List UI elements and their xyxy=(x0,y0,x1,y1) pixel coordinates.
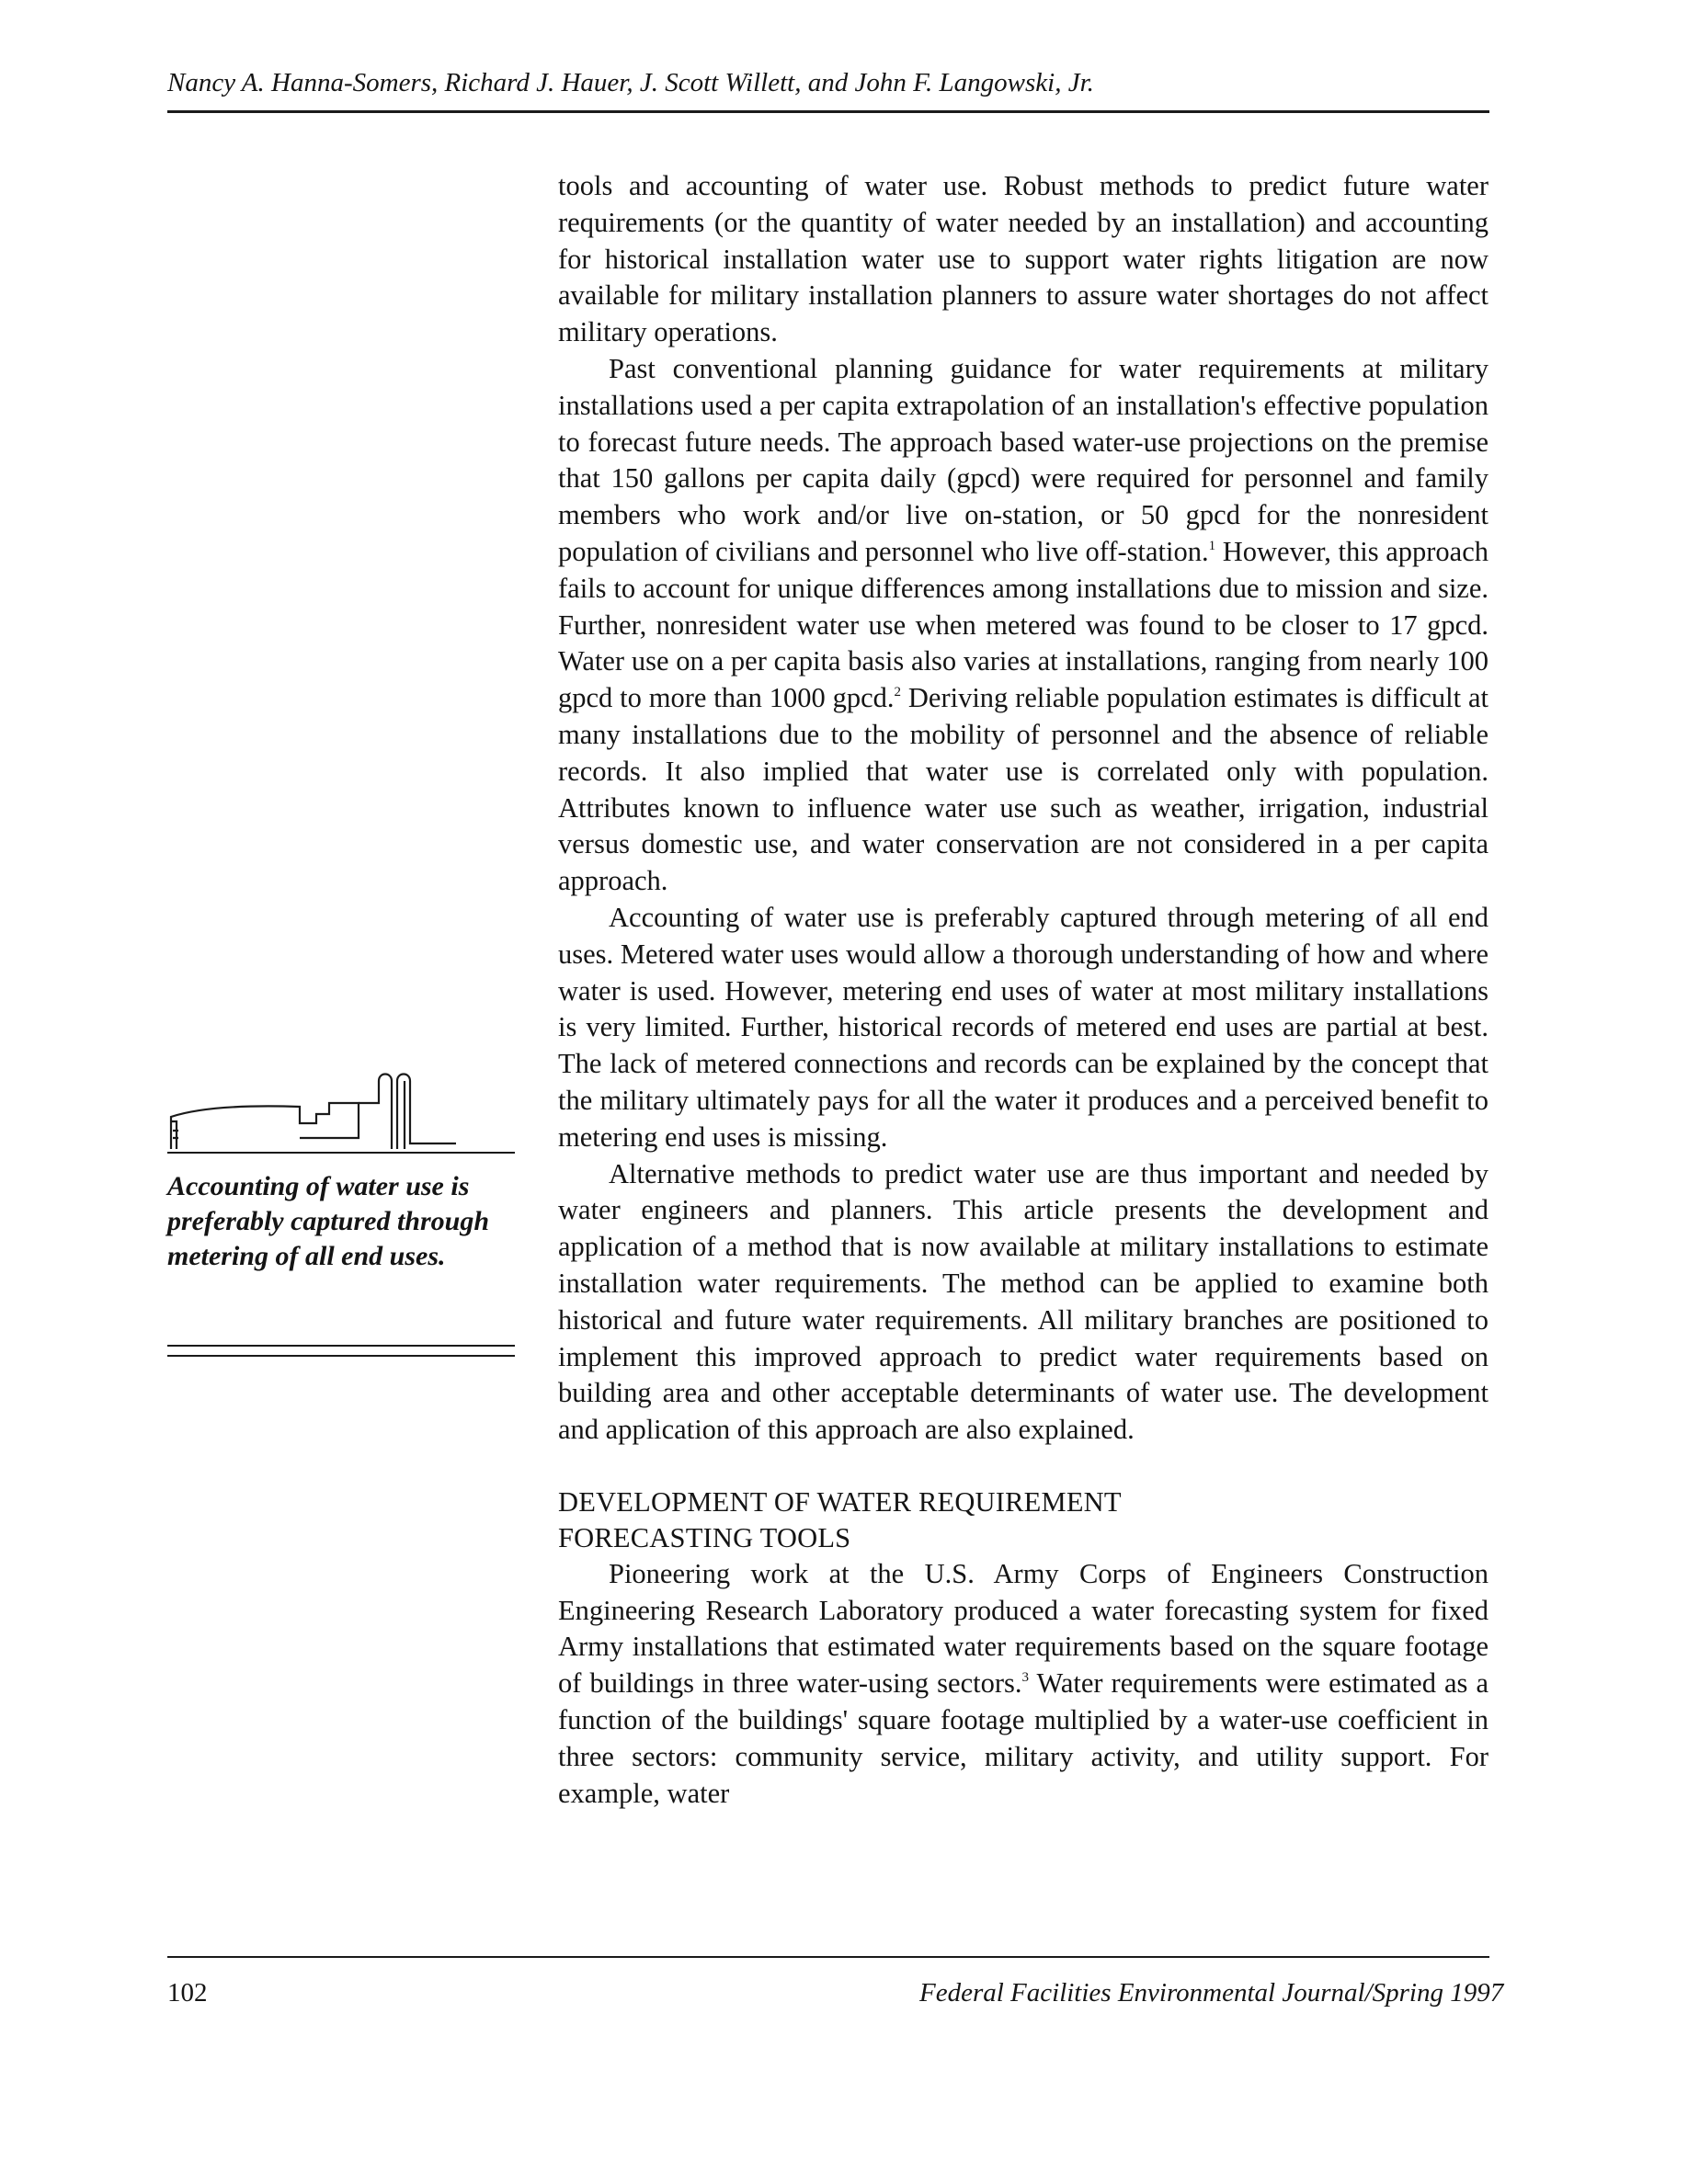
header-rule xyxy=(167,110,1489,113)
paragraph-2: Past conventional planning guidance for water requirements at military installations used a per capita extrapolation of an installation's effective population to forecast future needs. The approach based water-use projections on the premise that 150 gallons per capita daily (gpcd) were required for personnel and family members who work and/or live on-station, or 50 gpcd for the nonresident population of civilians and personnel who live off-station.$^1$ However, this approach fails to account for unique differences among installations due to mission and size. Further, nonresident water use when metered was found to be closer to 17 gpcd. Water use on a per capita basis also varies at installations, ranging from nearly 100 gpcd to more than 1000 gpcd.$^2$ Deriving reliable population estimates is difficult at many installations due to the mobility of personnel and the absence of reliable records. It also implied that water use is correlated only with population. Attributes known to influence water use such as weather, irrigation, industrial versus domestic use, and water conservation are not considered in a per capita approach. xyxy=(558,352,1489,897)
pull-quote: Accounting of water use is preferably captured through metering of all end uses. xyxy=(167,1171,490,1271)
paragraph-4: Alternative methods to predict water use are thus important and needed by water engineers and planners. This article presents the development and application of a method that is now available at military installations to estimate installation water requirements. The method can be applied to examine both historical and future water requirements. All military branches are positioned to implement this improved approach to predict water requirements based on building area and other acceptable determinants of water use. The development and application of this approach are also explained. xyxy=(558,1157,1488,1446)
footer-rule xyxy=(167,1956,1489,1958)
running-head-authors: Nancy A. Hanna-Somers, Richard J. Hauer, J. Scott Willett, and John F. Langowski, Jr. xyxy=(167,68,1094,97)
journal-footer: Federal Facilities Environmental Journal/Spring 1997 xyxy=(919,1978,1504,2008)
sidebar-rule-top xyxy=(167,1152,515,1154)
skyline-icon xyxy=(162,1066,519,1149)
section-heading: DEVELOPMENT OF WATER REQUIREMENT FORECASTING TOOLS xyxy=(558,1485,1122,1553)
paragraph-3: Accounting of water use is preferably captured through metering of all end uses. Metered water uses would allow a thorough understanding of how and where water is used. However, metering end uses of water at most military installations is very limited. Further, historical records of metered end uses are partial at best. The lack of metered connections and records can be explained by the concept that the military ultimately pays for all the water it produces and a perceived benefit to metering end uses is missing. xyxy=(558,901,1488,1153)
article-body xyxy=(558,168,1488,1812)
sidebar-rule-bottom xyxy=(167,1345,515,1347)
footnote-mark: 2 xyxy=(894,685,901,700)
paragraph-5: Pioneering work at the U.S. Army Corps of Engineers Construction Engineering Research Laboratory produced a water forecasting system for fixed Army installations that estimated water requirements based on the square footage of buildings in three water-using sectors.$^3$ Water requirements were estimated as a function of the buildings' square footage multiplied by a water-use coefficient in three sectors: community service, military activity, and utility support. For example, water xyxy=(558,1557,1488,1809)
footnote-mark: 3 xyxy=(1021,1670,1029,1686)
paragraph-1: tools and accounting of water use. Robust methods to predict future water requirements (or the quantity of water needed by an installation) and accounting for historical installation water use to support water rights litigation are now available for military installation planners to assure water shortages do not affect military operations. xyxy=(558,170,1488,348)
page-number: 102 xyxy=(167,1978,208,2008)
footnote-mark: 1 xyxy=(1208,538,1216,553)
sidebar-rule-bottom-double xyxy=(167,1355,515,1357)
